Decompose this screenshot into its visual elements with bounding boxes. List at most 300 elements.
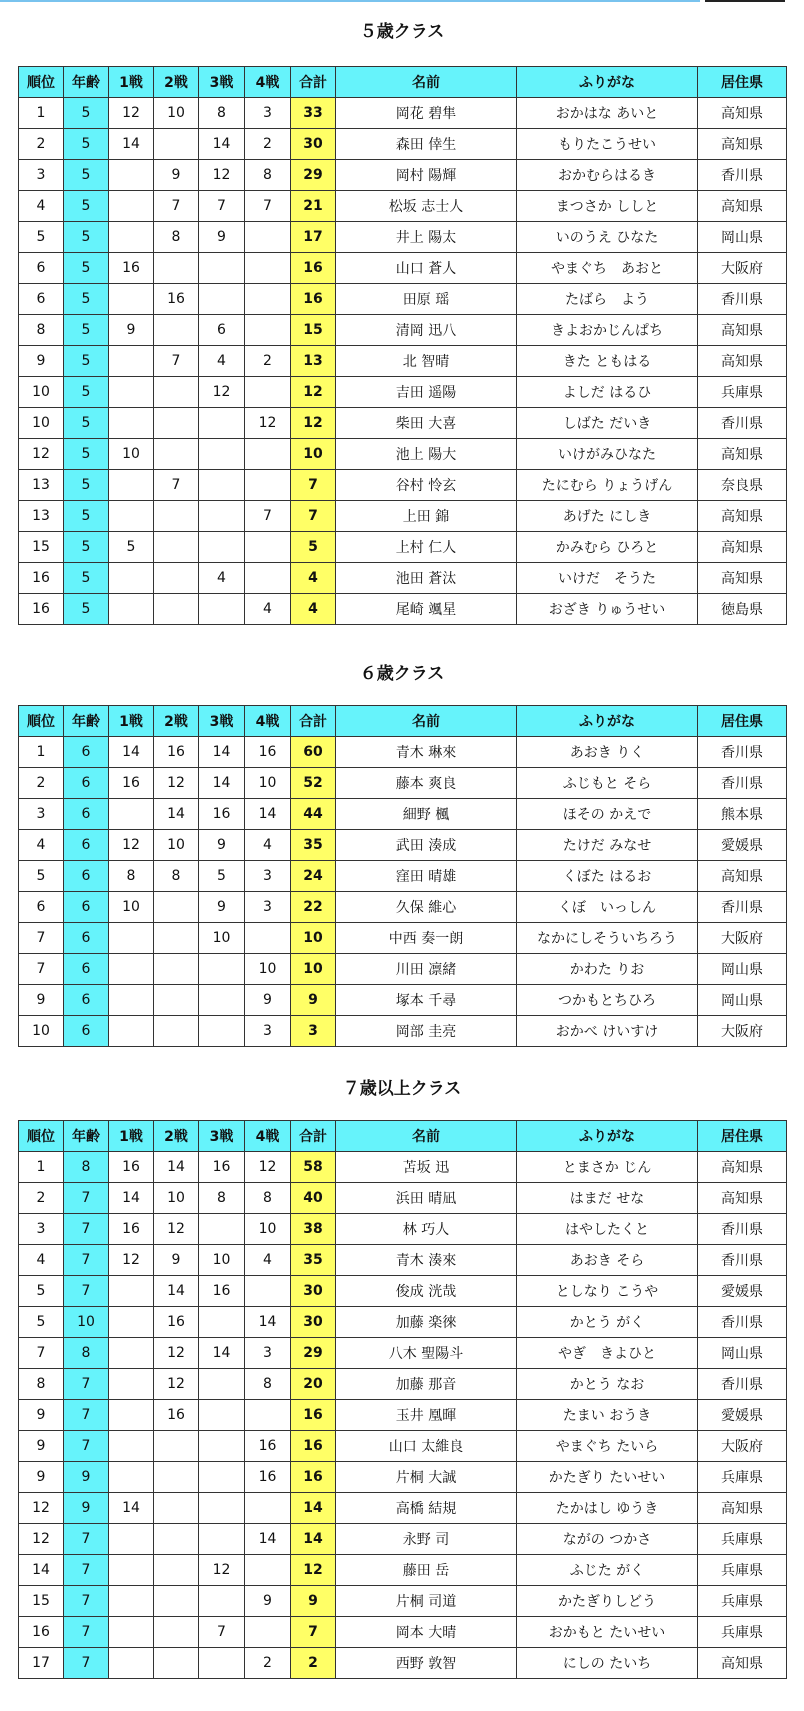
table-row — [19, 160, 787, 191]
cell-kana: いけだ そうた — [517, 563, 698, 594]
table-header-row — [19, 1121, 787, 1152]
cell-total: 10 — [291, 439, 336, 470]
cell-round3: 8 — [199, 1183, 245, 1214]
cell-total: 13 — [291, 346, 336, 377]
cell-kana: ながの つかさ — [517, 1524, 698, 1555]
cell-round4: 2 — [245, 346, 291, 377]
cell-name: 加藤 楽徠 — [336, 1307, 517, 1338]
table-row — [19, 346, 787, 377]
cell-name: 藤本 爽良 — [336, 768, 517, 799]
cell-age: 5 — [64, 253, 109, 284]
cell-kana: はまだ せな — [517, 1183, 698, 1214]
cell-prefecture: 香川県 — [698, 1214, 787, 1245]
cell-total: 9 — [291, 1586, 336, 1617]
cell-round2 — [154, 377, 199, 408]
cell-kana: としなり こうや — [517, 1276, 698, 1307]
cell-age: 7 — [64, 1648, 109, 1679]
cell-rank: 5 — [19, 1307, 64, 1338]
cell-round1: 16 — [109, 1214, 154, 1245]
cell-age: 7 — [64, 1586, 109, 1617]
header-round1: 1戦 — [109, 67, 154, 98]
table-row — [19, 594, 787, 625]
table-row — [19, 923, 787, 954]
cell-rank: 4 — [19, 830, 64, 861]
cell-name: 青木 琳來 — [336, 737, 517, 768]
cell-rank: 13 — [19, 470, 64, 501]
cell-rank: 1 — [19, 1152, 64, 1183]
cell-age: 7 — [64, 1276, 109, 1307]
cell-round4: 8 — [245, 160, 291, 191]
cell-round1: 10 — [109, 892, 154, 923]
cell-round4 — [245, 470, 291, 501]
cell-round4: 14 — [245, 1524, 291, 1555]
cell-round3 — [199, 1307, 245, 1338]
cell-round1 — [109, 501, 154, 532]
cell-prefecture: 高知県 — [698, 1648, 787, 1679]
cell-round4 — [245, 532, 291, 563]
cell-rank: 15 — [19, 1586, 64, 1617]
cell-kana: おかもと たいせい — [517, 1617, 698, 1648]
section-title: ６歳クラス — [359, 664, 445, 684]
cell-name: 玉井 凰暉 — [336, 1400, 517, 1431]
cell-round4: 9 — [245, 985, 291, 1016]
header-rank: 順位 — [19, 67, 64, 98]
cell-total: 40 — [291, 1183, 336, 1214]
cell-prefecture: 兵庫県 — [698, 377, 787, 408]
cell-round3 — [199, 284, 245, 315]
cell-kana: はやしたくと — [517, 1214, 698, 1245]
table-row — [19, 501, 787, 532]
cell-age: 5 — [64, 129, 109, 160]
cell-round2: 7 — [154, 191, 199, 222]
cell-round3 — [199, 408, 245, 439]
cell-name: 久保 維心 — [336, 892, 517, 923]
cell-age: 5 — [64, 532, 109, 563]
cell-age: 6 — [64, 1016, 109, 1047]
cell-kana: かわた りお — [517, 954, 698, 985]
cell-age: 5 — [64, 470, 109, 501]
cell-round1 — [109, 1524, 154, 1555]
cell-round3 — [199, 1462, 245, 1493]
cell-kana: きた ともはる — [517, 346, 698, 377]
cell-round2: 14 — [154, 1276, 199, 1307]
cell-prefecture: 高知県 — [698, 346, 787, 377]
cell-round1 — [109, 377, 154, 408]
cell-round3 — [199, 1524, 245, 1555]
cell-total: 14 — [291, 1524, 336, 1555]
cell-prefecture: 兵庫県 — [698, 1462, 787, 1493]
cell-name: 岡本 大晴 — [336, 1617, 517, 1648]
header-round1: 1戦 — [109, 1121, 154, 1152]
cell-rank: 12 — [19, 439, 64, 470]
cell-total: 24 — [291, 861, 336, 892]
cell-rank: 8 — [19, 1369, 64, 1400]
cell-round3 — [199, 594, 245, 625]
cell-round2 — [154, 315, 199, 346]
cell-round4 — [245, 1400, 291, 1431]
cell-age: 8 — [64, 1338, 109, 1369]
header-total: 合計 — [291, 67, 336, 98]
cell-round2: 12 — [154, 768, 199, 799]
cell-rank: 14 — [19, 1555, 64, 1586]
cell-prefecture: 愛媛県 — [698, 1400, 787, 1431]
cell-rank: 2 — [19, 129, 64, 160]
header-age: 年齢 — [64, 1121, 109, 1152]
cell-round2: 7 — [154, 346, 199, 377]
cell-kana: もりたこうせい — [517, 129, 698, 160]
cell-kana: まつさか ししと — [517, 191, 698, 222]
table-row — [19, 1183, 787, 1214]
cell-round4: 2 — [245, 129, 291, 160]
cell-round2 — [154, 892, 199, 923]
cell-round3: 9 — [199, 830, 245, 861]
cell-rank: 13 — [19, 501, 64, 532]
cell-kana: かみむら ひろと — [517, 532, 698, 563]
cell-round4: 4 — [245, 830, 291, 861]
cell-round2 — [154, 1016, 199, 1047]
top-rule — [0, 0, 700, 2]
cell-kana: かとう がく — [517, 1307, 698, 1338]
table-row — [19, 563, 787, 594]
cell-round2 — [154, 501, 199, 532]
cell-name: 中西 奏一朗 — [336, 923, 517, 954]
cell-round2 — [154, 532, 199, 563]
cell-rank: 6 — [19, 284, 64, 315]
cell-round4: 8 — [245, 1183, 291, 1214]
cell-prefecture: 兵庫県 — [698, 1617, 787, 1648]
table-row — [19, 1462, 787, 1493]
cell-round4: 3 — [245, 1016, 291, 1047]
cell-round4 — [245, 1493, 291, 1524]
cell-round1 — [109, 985, 154, 1016]
cell-round2 — [154, 1555, 199, 1586]
header-age: 年齢 — [64, 706, 109, 737]
cell-prefecture: 香川県 — [698, 1245, 787, 1276]
cell-total: 58 — [291, 1152, 336, 1183]
cell-round1: 16 — [109, 1152, 154, 1183]
cell-kana: いけがみひなた — [517, 439, 698, 470]
cell-kana: くぼ いっしん — [517, 892, 698, 923]
cell-total: 29 — [291, 1338, 336, 1369]
cell-total: 12 — [291, 377, 336, 408]
cell-name: 加藤 那音 — [336, 1369, 517, 1400]
table-row — [19, 284, 787, 315]
cell-age: 6 — [64, 892, 109, 923]
cell-age: 5 — [64, 98, 109, 129]
table-row — [19, 1276, 787, 1307]
cell-kana: やまぐち たいら — [517, 1431, 698, 1462]
cell-name: 北 智晴 — [336, 346, 517, 377]
cell-round3 — [199, 470, 245, 501]
header-round4: 4戦 — [245, 706, 291, 737]
cell-round4: 14 — [245, 799, 291, 830]
cell-round1: 14 — [109, 129, 154, 160]
cell-round3 — [199, 532, 245, 563]
cell-name: 俊成 洸哉 — [336, 1276, 517, 1307]
cell-kana: やまぐち あおと — [517, 253, 698, 284]
cell-total: 2 — [291, 1648, 336, 1679]
header-prefecture: 居住県 — [698, 706, 787, 737]
cell-rank: 12 — [19, 1524, 64, 1555]
cell-name: 浜田 晴凪 — [336, 1183, 517, 1214]
cell-round2 — [154, 1493, 199, 1524]
cell-round2 — [154, 408, 199, 439]
cell-round2 — [154, 1617, 199, 1648]
cell-total: 7 — [291, 501, 336, 532]
cell-round3 — [199, 439, 245, 470]
cell-age: 9 — [64, 1462, 109, 1493]
cell-round1: 8 — [109, 861, 154, 892]
cell-name: 高橋 結規 — [336, 1493, 517, 1524]
cell-name: 永野 司 — [336, 1524, 517, 1555]
cell-rank: 1 — [19, 98, 64, 129]
cell-name: 上田 錦 — [336, 501, 517, 532]
cell-round2: 7 — [154, 470, 199, 501]
cell-round2: 16 — [154, 737, 199, 768]
cell-round2: 9 — [154, 1245, 199, 1276]
table-row — [19, 1400, 787, 1431]
cell-prefecture: 高知県 — [698, 563, 787, 594]
cell-round3: 4 — [199, 346, 245, 377]
cell-prefecture: 香川県 — [698, 768, 787, 799]
cell-round1: 16 — [109, 768, 154, 799]
header-rank: 順位 — [19, 706, 64, 737]
cell-prefecture: 香川県 — [698, 892, 787, 923]
cell-round2 — [154, 985, 199, 1016]
cell-round4 — [245, 439, 291, 470]
cell-age: 7 — [64, 1183, 109, 1214]
cell-round1: 10 — [109, 439, 154, 470]
table-row — [19, 737, 787, 768]
cell-prefecture: 高知県 — [698, 501, 787, 532]
table-row — [19, 1431, 787, 1462]
cell-round4: 3 — [245, 861, 291, 892]
cell-age: 6 — [64, 861, 109, 892]
cell-round2: 14 — [154, 1152, 199, 1183]
cell-total: 14 — [291, 1493, 336, 1524]
cell-age: 7 — [64, 1555, 109, 1586]
cell-prefecture: 高知県 — [698, 1183, 787, 1214]
cell-round2: 16 — [154, 1307, 199, 1338]
cell-name: 吉田 遥陽 — [336, 377, 517, 408]
cell-round1 — [109, 1307, 154, 1338]
cell-age: 7 — [64, 1617, 109, 1648]
table-row — [19, 1214, 787, 1245]
cell-round3: 9 — [199, 892, 245, 923]
ranking-table — [18, 705, 787, 1047]
cell-rank: 5 — [19, 861, 64, 892]
cell-kana: なかにしそういちろう — [517, 923, 698, 954]
cell-rank: 3 — [19, 1214, 64, 1245]
cell-rank: 5 — [19, 1276, 64, 1307]
cell-age: 5 — [64, 284, 109, 315]
cell-round1: 12 — [109, 1245, 154, 1276]
cell-rank: 17 — [19, 1648, 64, 1679]
cell-age: 9 — [64, 1493, 109, 1524]
cell-round1: 14 — [109, 737, 154, 768]
cell-prefecture: 大阪府 — [698, 1016, 787, 1047]
cell-kana: かとう なお — [517, 1369, 698, 1400]
section-title: ５歳クラス — [359, 22, 445, 42]
cell-prefecture: 兵庫県 — [698, 1555, 787, 1586]
cell-total: 17 — [291, 222, 336, 253]
cell-rank: 10 — [19, 377, 64, 408]
cell-round4: 2 — [245, 1648, 291, 1679]
cell-round3 — [199, 1648, 245, 1679]
cell-rank: 7 — [19, 1338, 64, 1369]
cell-total: 44 — [291, 799, 336, 830]
table-row — [19, 253, 787, 284]
header-round4: 4戦 — [245, 67, 291, 98]
cell-round1 — [109, 1400, 154, 1431]
cell-rank: 10 — [19, 408, 64, 439]
cell-round1 — [109, 1586, 154, 1617]
cell-total: 38 — [291, 1214, 336, 1245]
table-row — [19, 768, 787, 799]
cell-name: 池田 蒼汰 — [336, 563, 517, 594]
header-kana: ふりがな — [517, 67, 698, 98]
cell-name: 片桐 司道 — [336, 1586, 517, 1617]
cell-round1: 16 — [109, 253, 154, 284]
header-prefecture: 居住県 — [698, 1121, 787, 1152]
cell-kana: おざき りゅうせい — [517, 594, 698, 625]
cell-age: 6 — [64, 954, 109, 985]
table-row — [19, 1524, 787, 1555]
cell-prefecture: 香川県 — [698, 408, 787, 439]
cell-round4: 16 — [245, 737, 291, 768]
cell-name: 八木 聖陽斗 — [336, 1338, 517, 1369]
cell-round1 — [109, 799, 154, 830]
cell-rank: 9 — [19, 1400, 64, 1431]
cell-kana: きよおかじんぱち — [517, 315, 698, 346]
cell-round4: 3 — [245, 1338, 291, 1369]
cell-total: 10 — [291, 923, 336, 954]
cell-round1: 5 — [109, 532, 154, 563]
cell-total: 12 — [291, 1555, 336, 1586]
table-row — [19, 408, 787, 439]
cell-round3 — [199, 1586, 245, 1617]
cell-total: 5 — [291, 532, 336, 563]
cell-round2 — [154, 1648, 199, 1679]
cell-prefecture: 兵庫県 — [698, 1586, 787, 1617]
cell-round1: 12 — [109, 830, 154, 861]
cell-round2: 16 — [154, 1400, 199, 1431]
table-row — [19, 830, 787, 861]
header-name: 名前 — [336, 706, 517, 737]
cell-age: 5 — [64, 439, 109, 470]
header-name: 名前 — [336, 1121, 517, 1152]
table-row — [19, 439, 787, 470]
cell-prefecture: 徳島県 — [698, 594, 787, 625]
cell-age: 5 — [64, 501, 109, 532]
cell-total: 9 — [291, 985, 336, 1016]
table-row — [19, 1586, 787, 1617]
cell-round2: 12 — [154, 1338, 199, 1369]
cell-round1 — [109, 563, 154, 594]
table-row — [19, 1016, 787, 1047]
cell-prefecture: 愛媛県 — [698, 830, 787, 861]
cell-round3: 12 — [199, 1555, 245, 1586]
cell-round3 — [199, 253, 245, 284]
cell-round2: 14 — [154, 799, 199, 830]
cell-round1 — [109, 1555, 154, 1586]
cell-round3: 12 — [199, 160, 245, 191]
cell-total: 35 — [291, 1245, 336, 1276]
table-header-row — [19, 67, 787, 98]
cell-rank: 16 — [19, 594, 64, 625]
cell-round1 — [109, 1431, 154, 1462]
header-kana: ふりがな — [517, 706, 698, 737]
cell-total: 30 — [291, 1307, 336, 1338]
cell-prefecture: 香川県 — [698, 1369, 787, 1400]
cell-round1: 14 — [109, 1493, 154, 1524]
cell-name: 藤田 岳 — [336, 1555, 517, 1586]
cell-name: 森田 倖生 — [336, 129, 517, 160]
cell-name: 池上 陽大 — [336, 439, 517, 470]
cell-age: 6 — [64, 737, 109, 768]
cell-rank: 6 — [19, 892, 64, 923]
cell-rank: 2 — [19, 1183, 64, 1214]
cell-round4: 12 — [245, 1152, 291, 1183]
cell-round3 — [199, 954, 245, 985]
cell-round4: 4 — [245, 594, 291, 625]
cell-round2: 12 — [154, 1369, 199, 1400]
header-name: 名前 — [336, 67, 517, 98]
cell-round1 — [109, 408, 154, 439]
cell-round1 — [109, 1462, 154, 1493]
cell-name: 岡部 圭亮 — [336, 1016, 517, 1047]
cell-name: 川田 凛緒 — [336, 954, 517, 985]
cell-kana: ほその かえで — [517, 799, 698, 830]
cell-kana: あおき りく — [517, 737, 698, 768]
cell-age: 6 — [64, 768, 109, 799]
cell-total: 29 — [291, 160, 336, 191]
cell-name: 岡村 陽輝 — [336, 160, 517, 191]
cell-round1 — [109, 1648, 154, 1679]
cell-prefecture: 高知県 — [698, 191, 787, 222]
table-row — [19, 954, 787, 985]
cell-prefecture: 高知県 — [698, 439, 787, 470]
cell-rank: 15 — [19, 532, 64, 563]
cell-round2 — [154, 439, 199, 470]
cell-total: 7 — [291, 470, 336, 501]
cell-round4: 7 — [245, 501, 291, 532]
cell-round4 — [245, 315, 291, 346]
cell-round2: 10 — [154, 830, 199, 861]
cell-round2 — [154, 594, 199, 625]
cell-kana: たにむら りょうげん — [517, 470, 698, 501]
table-row — [19, 98, 787, 129]
cell-round3 — [199, 1493, 245, 1524]
cell-age: 5 — [64, 346, 109, 377]
table-row — [19, 1555, 787, 1586]
cell-prefecture: 高知県 — [698, 1493, 787, 1524]
cell-name: 松坂 志士人 — [336, 191, 517, 222]
cell-total: 16 — [291, 253, 336, 284]
cell-round2 — [154, 253, 199, 284]
cell-round4: 3 — [245, 892, 291, 923]
cell-round3: 10 — [199, 1245, 245, 1276]
cell-kana: かたぎり たいせい — [517, 1462, 698, 1493]
cell-rank: 9 — [19, 1462, 64, 1493]
cell-name: 田原 瑶 — [336, 284, 517, 315]
cell-round3 — [199, 1400, 245, 1431]
cell-round1 — [109, 346, 154, 377]
cell-prefecture: 兵庫県 — [698, 1524, 787, 1555]
cell-round3: 12 — [199, 377, 245, 408]
cell-round1 — [109, 923, 154, 954]
header-round3: 3戦 — [199, 706, 245, 737]
